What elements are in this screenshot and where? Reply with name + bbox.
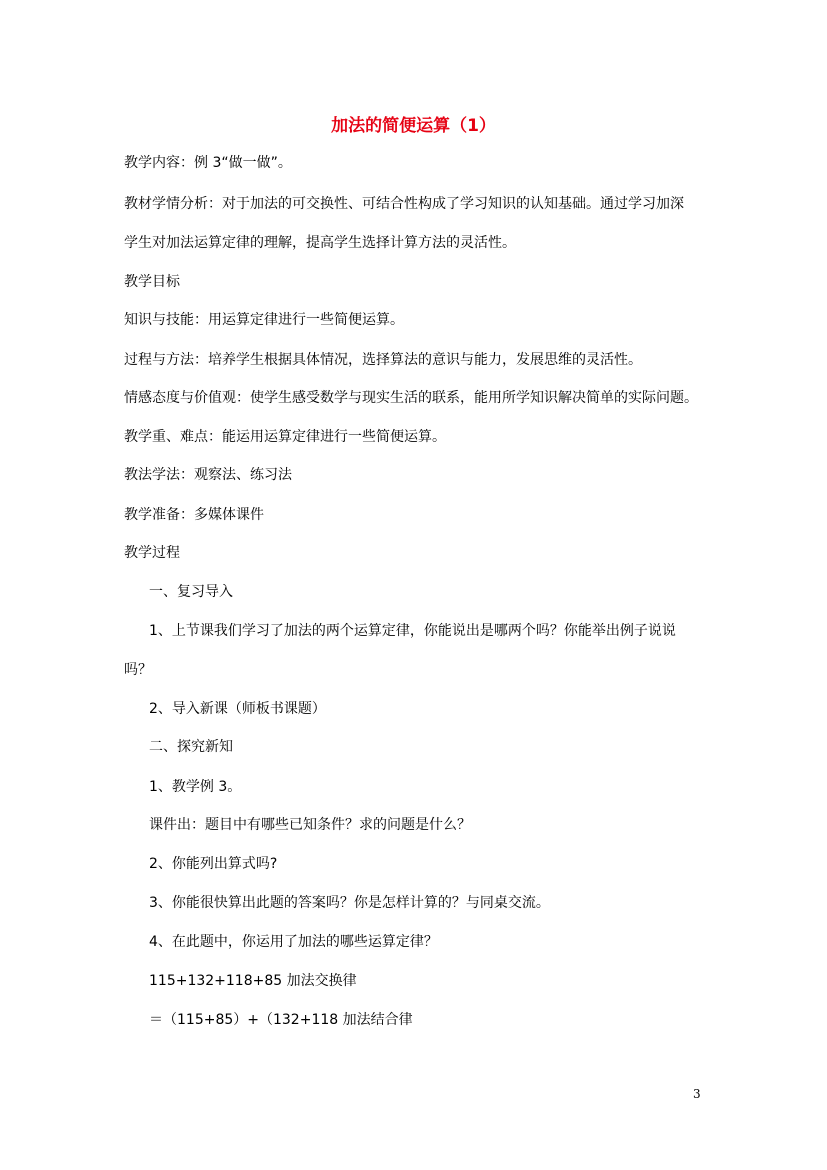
emotion-values-line: 情感态度与价值观：使学生感受数学与现实生活的联系，能用所学知识解决简单的实际问题。 (124, 390, 698, 406)
example-line: 1、教学例 3。 (149, 779, 242, 795)
associative-example-line: ＝（115+85）+（132+118 加法结合律 (149, 1012, 413, 1028)
key-points-line: 教学重、难点：能运用运算定律进行一些简便运算。 (124, 429, 446, 445)
document-title: 加法的简便运算（1） (331, 116, 496, 136)
analysis-line-1: 教材学情分析：对于加法的可交换性、可结合性构成了学习知识的认知基础。通过学习加深 (124, 196, 684, 212)
teaching-content-line: 教学内容：例 3“做一做”。 (124, 155, 292, 171)
page-number: 3 (693, 1087, 701, 1101)
analysis-line-2: 学生对加法运算定律的理解，提高学生选择计算方法的灵活性。 (124, 235, 516, 251)
preparation-line: 教学准备：多媒体课件 (124, 507, 264, 523)
quick-calc-line: 3、你能很快算出此题的答案吗？你是怎样计算的？与同桌交流。 (149, 895, 550, 911)
review-question-line-2: 吗？ (124, 662, 152, 678)
courseware-question-line: 课件出：题目中有哪些已知条件？求的问题是什么？ (149, 817, 471, 833)
section-explore-heading: 二、探究新知 (149, 739, 233, 755)
laws-question-line: 4、在此题中，你运用了加法的哪些运算定律？ (149, 934, 438, 950)
review-question-line-1: 1、上节课我们学习了加法的两个运算定律，你能说出是哪两个吗？你能举出例子说说 (149, 623, 676, 639)
process-method-line: 过程与方法：培养学生根据具体情况，选择算法的意识与能力，发展思维的灵活性。 (124, 352, 642, 368)
formula-question-line: 2、你能列出算式吗? (149, 856, 278, 872)
new-lesson-line: 2、导入新课（师板书课题） (149, 701, 326, 717)
objectives-heading: 教学目标 (124, 274, 180, 290)
commutative-example-line: 115+132+118+85 加法交换律 (149, 973, 357, 989)
knowledge-skills-line: 知识与技能：用运算定律进行一些简便运算。 (124, 312, 404, 328)
section-review-heading: 一、复习导入 (149, 584, 233, 600)
teaching-methods-line: 教法学法：观察法、练习法 (124, 467, 292, 483)
process-heading: 教学过程 (124, 545, 180, 561)
